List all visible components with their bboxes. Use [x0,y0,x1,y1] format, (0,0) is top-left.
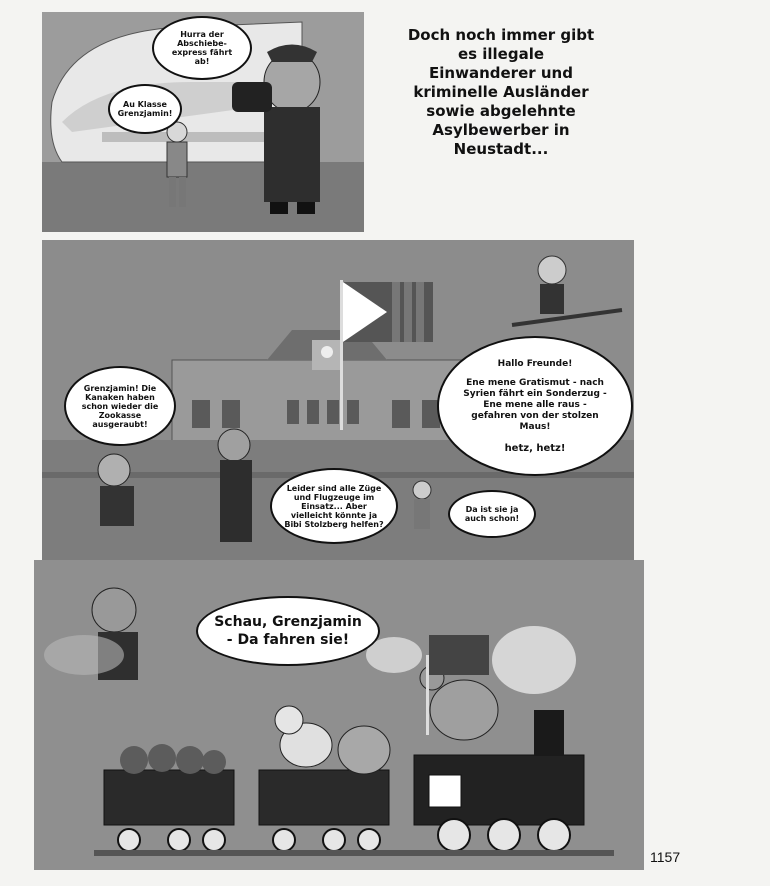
song-text: Ene mene Gratismut - nach Syrien fährt ein Sonderzug - Ene mene alle raus - gefahren von der stolzen Maus! [463,377,607,432]
panel-train-station-top [42,12,364,232]
panel-station-square [42,240,634,560]
speech-bubble-zuege: Leider sind alle Züge und Flugzeuge im Einsatz... Aber vielleicht könnte ja Bibi Stolzberg helfen? [270,468,398,544]
speech-bubble-da-fahren-sie: Schau, Grenzjamin - Da fahren sie! [196,596,380,666]
speech-bubble-zookasse: Grenzjamin! Die Kanaken haben schon wieder die Zookasse ausgeraubt! [64,366,176,446]
narration-caption: Doch noch immer gibt es illegale Einwanderer und kriminelle Ausländer sowie abgelehnte Asylbewerber in Neustadt... [407,26,595,158]
speech-bubble-da-ist-sie: Da ist sie ja auch schon! [448,490,536,538]
speech-bubble-hallo-freunde [437,336,633,476]
speech-bubble-au-klasse: Au Klasse Grenzjamin! [108,84,182,134]
shout-text: hetz, hetz! [504,442,566,454]
panel-train-departure [34,560,644,870]
greeting-text: Hallo Freunde! [497,358,573,369]
speech-bubble-express: Hurra der Abschiebe- express fährt ab! [152,16,252,80]
page-number: 1157 [650,849,681,865]
